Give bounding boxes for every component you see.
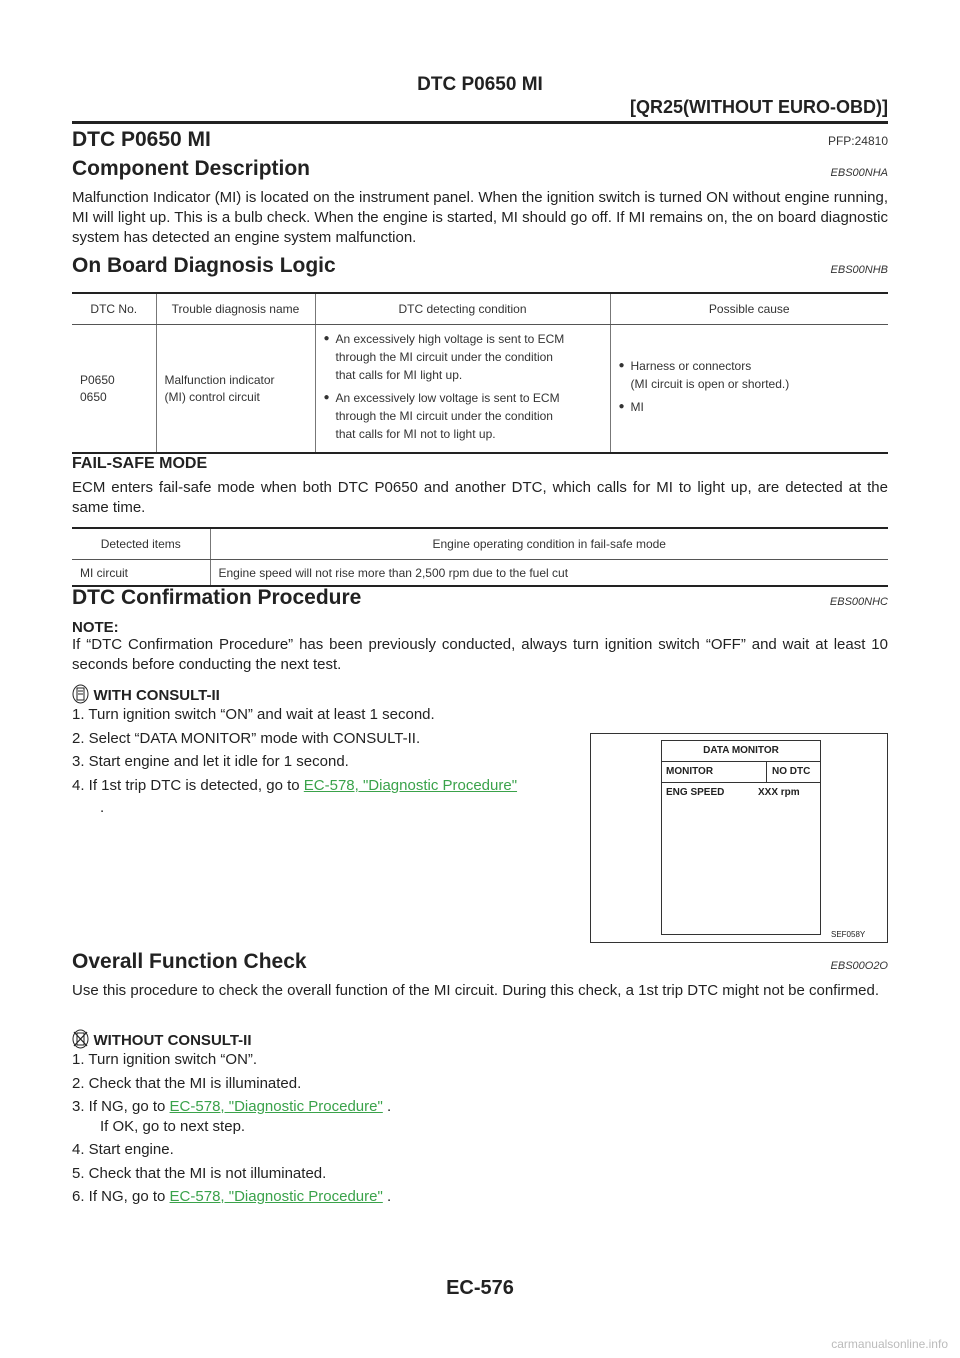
obd-table-header-row — [72, 294, 888, 325]
overall-step-3 — [72, 1097, 391, 1117]
condition-1-line-3: that calls for MI light up. — [335, 368, 463, 382]
overall-step-5: 5. Check that the MI is not illuminated. — [72, 1165, 327, 1182]
condition-2-line-3: that calls for MI not to light up. — [335, 427, 496, 441]
monitor-col-label: MONITOR — [666, 766, 714, 777]
obd-header-cause: Possible cause — [610, 294, 888, 325]
confirm-step-4-period: . — [100, 799, 105, 816]
overall-check-paragraph: Use this procedure to check the overall function of the MI circuit. During this check, a 1st trip DTC might not be confirmed. — [72, 982, 880, 999]
consult-tester-icon — [72, 684, 89, 704]
fail-safe-heading: FAIL-SAFE MODE — [72, 455, 208, 472]
diagnostic-procedure-link-3[interactable]: EC-578, "Diagnostic Procedure" — [169, 1188, 383, 1205]
consult-mode-label — [72, 684, 220, 705]
overall-step-6 — [72, 1187, 391, 1207]
diagnostic-procedure-link[interactable]: EC-578, "Diagnostic Procedure" — [303, 777, 518, 794]
header-rule — [72, 121, 888, 124]
obd-condition-item — [324, 330, 602, 384]
cause-1-line-1: ● Harness or connectors — [630, 359, 752, 373]
page-number: EC-576 — [446, 1277, 514, 1299]
data-monitor-screen — [661, 740, 821, 935]
obd-cause-cell — [610, 325, 888, 453]
obd-logic-heading: On Board Diagnosis Logic — [72, 254, 336, 277]
obd-header-name: Trouble diagnosis name — [156, 294, 315, 325]
monitor-value: XXX rpm — [758, 787, 800, 798]
confirm-step-4-text: 4. If 1st trip DTC is detected, go to — [72, 777, 304, 794]
condition-2-line-2: through the MI circuit under the condition — [335, 409, 553, 423]
fail-safe-condition: Engine speed will not rise more than 2,500 rpm due to the fuel cut — [210, 560, 888, 586]
fail-safe-header-condition: Engine operating condition in fail-safe mode — [210, 529, 888, 560]
overall-step-3-text: 3. If NG, go to — [72, 1098, 170, 1115]
figure-reference: SEF058Y — [831, 930, 866, 939]
overall-check-code: EBS00O2O — [830, 960, 888, 972]
confirm-step-4 — [72, 776, 517, 796]
monitor-divider — [766, 762, 767, 782]
confirm-step-3: 3. Start engine and let it idle for 1 second. — [72, 753, 349, 770]
overall-check-heading: Overall Function Check — [72, 950, 307, 973]
running-header-subtitle: [QR25(WITHOUT EURO-OBD)] — [630, 97, 888, 117]
confirmation-heading: DTC Confirmation Procedure — [72, 586, 362, 609]
obd-dtc-number: P0650 — [80, 372, 115, 387]
cause-1-line-2: (MI circuit is open or shorted.) — [630, 377, 790, 391]
overall-check-text — [72, 981, 888, 1001]
overall-step-2: 2. Check that the MI is illuminated. — [72, 1075, 302, 1092]
overall-step-6-text: 6. If NG, go to — [72, 1188, 170, 1205]
condition-1-line-2: through the MI circuit under the condition — [335, 350, 553, 364]
monitor-header-row — [662, 762, 820, 783]
obd-name-cell — [156, 325, 315, 453]
without-consult-label — [72, 1029, 252, 1050]
pfp-code: PFP:24810 — [827, 134, 888, 148]
cause-2-line-1: ● MI — [630, 400, 644, 414]
confirm-step-1: 1. Turn ignition switch “ON” and wait at least 1 second. — [72, 706, 435, 723]
obd-name-line2: (MI) control circuit — [164, 389, 260, 404]
obd-dtc-number-alt: 0650 — [80, 389, 107, 404]
obd-header-condition: DTC detecting condition — [315, 294, 610, 325]
overall-step-3-end: . — [382, 1098, 392, 1115]
obd-table-row — [72, 325, 888, 453]
obd-cause-item — [619, 357, 881, 393]
fail-safe-table — [72, 527, 888, 587]
overall-step-6-end: . — [382, 1188, 392, 1205]
obd-dtc-cell — [72, 325, 156, 453]
note-label: NOTE: — [72, 619, 119, 636]
section-title: DTC P0650 MI — [72, 128, 211, 151]
monitor-data-row — [662, 783, 820, 803]
condition-1-line-1: ● An excessively high voltage is sent to ECM — [335, 332, 565, 346]
fail-safe-text — [72, 478, 888, 518]
component-description-text — [72, 188, 888, 248]
data-monitor-figure — [590, 733, 888, 943]
obd-logic-code: EBS00NHB — [830, 264, 888, 276]
confirmation-code: EBS00NHC — [829, 596, 888, 608]
monitor-status: NO DTC — [772, 766, 811, 777]
fail-safe-item: MI circuit — [80, 565, 128, 580]
consult-mode-text: WITH CONSULT-II — [93, 687, 220, 704]
fail-safe-header-items: Detected items — [72, 529, 210, 560]
obd-name-line1: Malfunction indicator — [164, 372, 275, 387]
note-paragraph: If “DTC Confirmation Procedure” has been previously conducted, always turn ignition switch “OFF” and wait at least 10 seconds before conducting the next test. — [72, 636, 888, 673]
condition-2-line-1: ● An excessively low voltage is sent to ECM — [335, 391, 560, 405]
no-tester-icon — [72, 1029, 89, 1049]
monitor-item: ENG SPEED — [666, 787, 725, 798]
overall-step-4: 4. Start engine. — [72, 1141, 174, 1158]
obd-condition-item — [324, 389, 602, 443]
fail-safe-paragraph: ECM enters fail-safe mode when both DTC P0650 and another DTC, which calls for MI to light up, are detected at the same time. — [72, 479, 888, 516]
overall-step-1: 1. Turn ignition switch “ON”. — [72, 1051, 258, 1068]
component-description-paragraph: Malfunction Indicator (MI) is located on the instrument panel. When the ignition switch is turned ON without engine running, MI will light up. This is a bulb check. When the engine is started, MI should go off. If MI remains on, the on board diagnostic system has detected an engine system malfunction. — [72, 189, 888, 246]
running-header-title: DTC P0650 MI — [417, 74, 543, 95]
obd-condition-cell — [315, 325, 610, 453]
without-consult-text: WITHOUT CONSULT-II — [93, 1032, 252, 1049]
monitor-title: DATA MONITOR — [662, 741, 820, 762]
component-description-heading: Component Description — [72, 157, 311, 180]
overall-step-3-ok: If OK, go to next step. — [100, 1118, 246, 1135]
component-description-code: EBS00NHA — [830, 167, 888, 179]
obd-logic-table — [72, 292, 888, 454]
obd-header-dtc: DTC No. — [72, 294, 156, 325]
fail-safe-row — [72, 560, 888, 586]
watermark: carmanualsonline.info — [831, 1337, 948, 1351]
obd-cause-item — [619, 398, 881, 416]
fail-safe-header-row — [72, 529, 888, 560]
note-text — [72, 635, 888, 675]
diagnostic-procedure-link-2[interactable]: EC-578, "Diagnostic Procedure" — [169, 1098, 383, 1115]
confirm-step-2: 2. Select “DATA MONITOR” mode with CONSULT-II. — [72, 730, 421, 747]
